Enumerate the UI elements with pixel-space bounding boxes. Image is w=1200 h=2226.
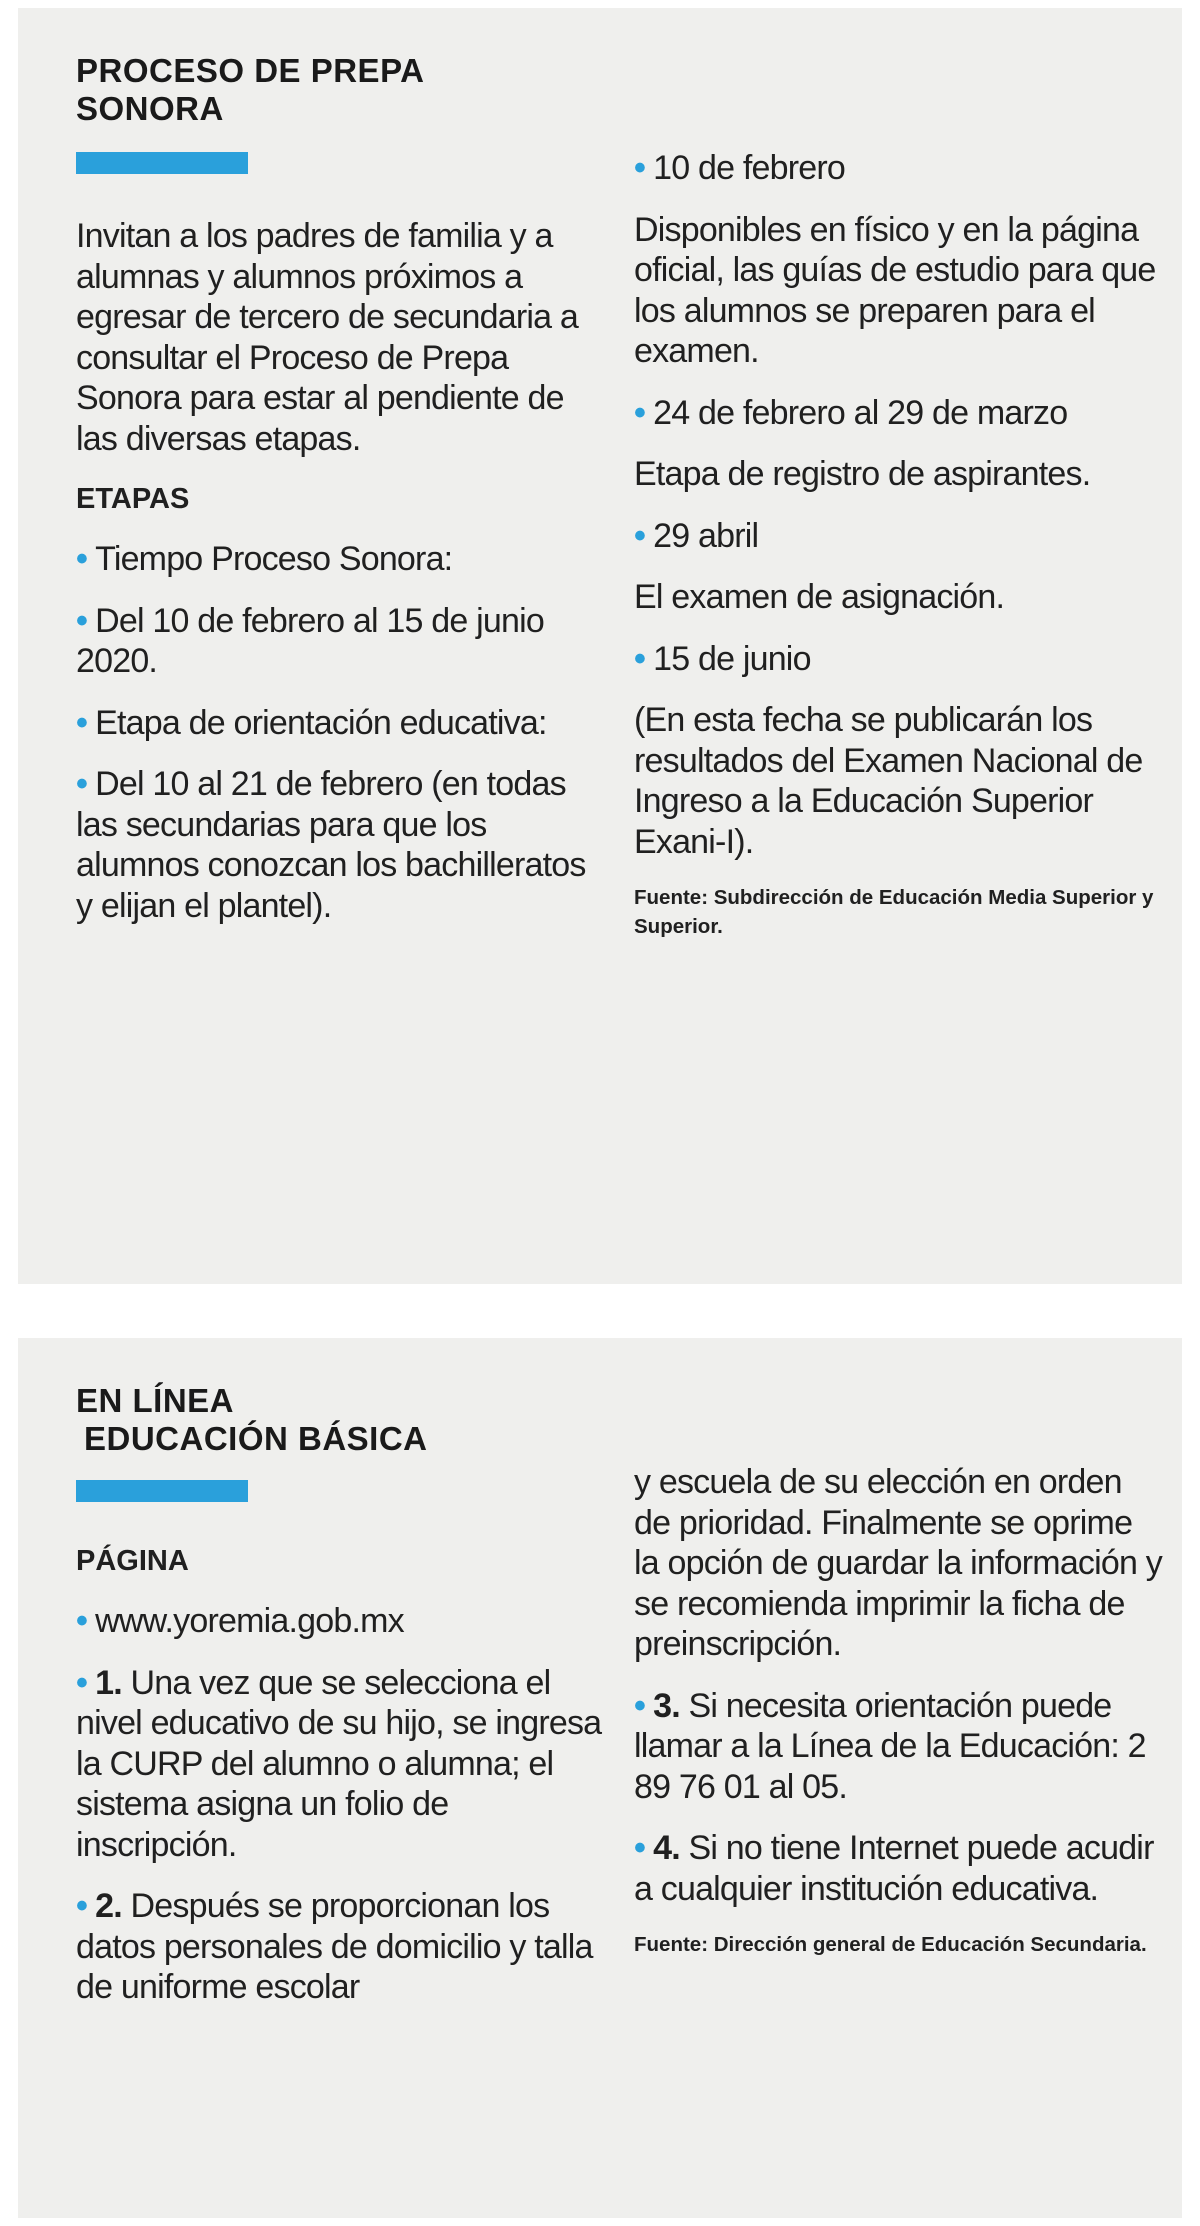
- page-title: PÁGINA: [76, 1545, 189, 1577]
- right-column: [634, 148, 1164, 962]
- date-description: El examen de asignación.: [634, 578, 1005, 616]
- step-item: • 3. Si necesita orientación puede llamar a la Línea de la Educación: 2 89 76 01 al 05.: [634, 1686, 1146, 1806]
- stage-item: • Del 10 al 21 de febrero (en todas las secundarias para que los alumnos conozcan los bachilleratos y elijan el plantel).: [76, 765, 586, 925]
- heading-line-2: SONORA: [76, 90, 224, 127]
- bullet-icon: •: [76, 1602, 88, 1640]
- website-link[interactable]: www.yoremia.gob.mx: [95, 1602, 404, 1640]
- stage-item: • Tiempo Proceso Sonora:: [76, 540, 453, 578]
- right-column: [634, 1462, 1164, 1980]
- stage-item: • Etapa de orientación educativa:: [76, 703, 547, 742]
- step-item: • 2. Después se proporcionan los datos personales de domicilio y talla de uniforme escolar: [76, 1887, 593, 2006]
- date-description: Disponibles en físico y en la página oficial, las guías de estudio para que los alumnos se preparen para el examen.: [634, 210, 1156, 370]
- left-column: [76, 1542, 606, 2029]
- date-item: • 24 de febrero al 29 de marzo: [634, 393, 1068, 432]
- step-item: • 4. Si no tiene Internet puede acudir a cualquier institución educativa.: [634, 1829, 1154, 1908]
- date-description: Etapa de registro de aspirantes.: [634, 455, 1091, 493]
- stages-title: ETAPAS: [76, 483, 190, 515]
- accent-bar: [76, 1480, 248, 1502]
- step-item: • 1. Una vez que se selecciona el nivel educativo de su hijo, se ingresa la CURP del alumno o alumna; el sistema asigna un folio de inscripción.: [76, 1663, 602, 1864]
- heading-line-1: PROCESO DE PREPA: [76, 52, 425, 89]
- bullet-icon: •: [76, 1887, 88, 1925]
- bullet-icon: •: [634, 639, 646, 678]
- section-heading: [76, 52, 424, 128]
- bullet-icon: •: [634, 393, 646, 432]
- stage-item: • Del 10 de febrero al 15 de junio 2020.: [76, 601, 544, 680]
- date-item: • 10 de febrero: [634, 149, 845, 187]
- date-description: (En esta fecha se publicarán los resultados del Examen Nacional de Ingreso a la Educación Superior Exani-I).: [634, 701, 1143, 861]
- bullet-icon: •: [634, 1686, 646, 1725]
- intro-text: Invitan a los padres de familia y a alumnas y alumnos próximos a egresar de tercero de secundaria a consultar el Proceso de Prepa Sonora para estar al pendiente de las diversas etapas.: [76, 217, 579, 458]
- bullet-icon: •: [76, 765, 88, 803]
- bullet-icon: •: [634, 149, 646, 187]
- bullet-icon: •: [76, 601, 88, 640]
- bullet-icon: •: [76, 1663, 88, 1702]
- date-item: • 29 abril: [634, 516, 759, 555]
- source-note: Fuente: Dirección general de Educación Secundaria.: [634, 1933, 1147, 1956]
- bullet-icon: •: [634, 1829, 646, 1867]
- bullet-icon: •: [76, 540, 88, 578]
- bullet-icon: •: [634, 516, 646, 555]
- url-item: [76, 1601, 606, 1642]
- source-note: Fuente: Subdirección de Educación Media Superior y Superior.: [634, 886, 1154, 938]
- date-item: • 15 de junio: [634, 639, 811, 678]
- accent-bar: [76, 152, 248, 174]
- section-heading: [76, 1382, 428, 1458]
- infobox-en-linea: [18, 1338, 1182, 2218]
- heading-line-1: EN LÍNEA: [76, 1382, 235, 1419]
- heading-line-2: EDUCACIÓN BÁSICA: [84, 1420, 428, 1457]
- infobox-prepa-sonora: [18, 8, 1182, 1284]
- left-column: [76, 216, 606, 947]
- bullet-icon: •: [76, 703, 88, 742]
- step-continuation: y escuela de su elección en orden de prioridad. Finalmente se oprime la opción de guardar la información y se recomienda imprimir la ficha de preinscripción.: [634, 1463, 1162, 1663]
